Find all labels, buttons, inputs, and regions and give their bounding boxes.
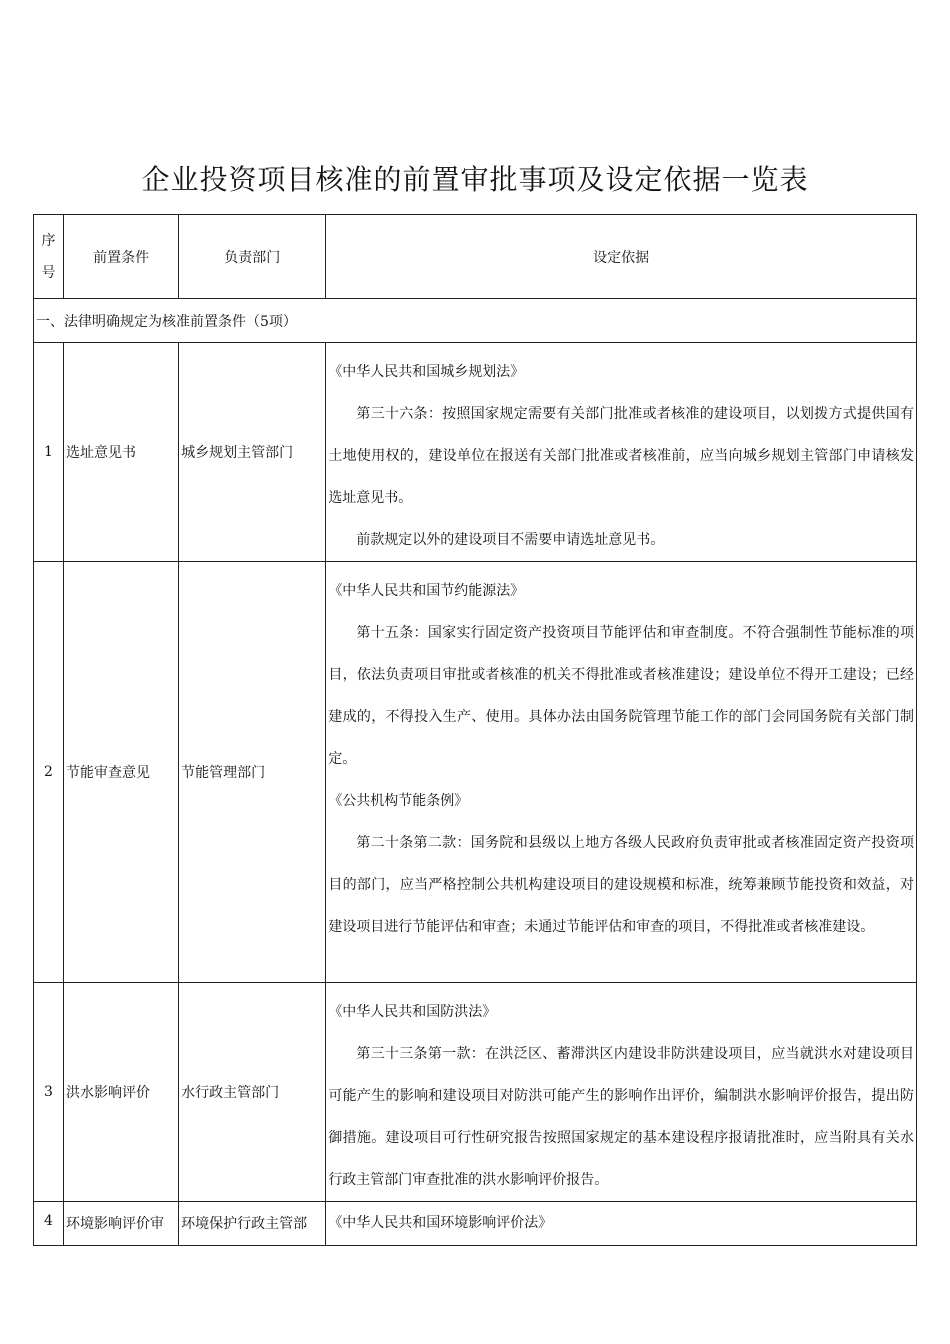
row-dept: 环境保护行政主管部 — [179, 1202, 326, 1246]
page-title: 企业投资项目核准的前置审批事项及设定依据一览表 — [141, 163, 809, 196]
row-dept: 水行政主管部门 — [179, 983, 326, 1202]
basis-article: 第二十条第二款：国务院和县级以上地方各级人民政府负责审批或者核准固定资产投资项目的部门，应当严格控制公共机构建设项目的建设规模和标准，统筹兼顾节能投资和效益，对建设项目进行节能评估和审查；未通过节能评估和审查的项目，不得批准或者核准建设。 — [328, 835, 914, 935]
row-dept: 城乡规划主管部门 — [179, 343, 326, 562]
basis-law-title: 《中华人民共和国环境影响评价法》 — [328, 1215, 553, 1231]
basis-article: 第三十六条：按照国家规定需要有关部门批准或者核准的建设项目，以划拨方式提供国有土地使用权的，建设单位在报送有关部门批准或者核准前，应当向城乡规划主管部门申请核发选址意见书。 — [328, 406, 914, 506]
header-basis: 设定依据 — [326, 215, 917, 299]
row-basis — [326, 1202, 917, 1246]
basis-law-title: 《中华人民共和国城乡规划法》 — [328, 364, 525, 380]
row-condition: 选址意见书 — [64, 343, 179, 562]
row-basis — [326, 562, 917, 983]
header-dept: 负责部门 — [179, 215, 326, 299]
table-row — [34, 562, 917, 983]
table-row — [34, 983, 917, 1202]
row-num: 1 — [34, 343, 64, 562]
basis-law-title: 《中华人民共和国节约能源法》 — [328, 583, 525, 599]
row-num: 2 — [34, 562, 64, 983]
row-num: 4 — [34, 1202, 64, 1246]
section-title: 一、法律明确规定为核准前置条件（5项） — [34, 299, 917, 343]
table-row — [34, 1202, 917, 1246]
header-condition: 前置条件 — [64, 215, 179, 299]
basis-article: 前款规定以外的建设项目不需要申请选址意见书。 — [356, 532, 665, 548]
approval-table — [33, 214, 917, 1246]
row-dept: 节能管理部门 — [179, 562, 326, 983]
row-basis — [326, 983, 917, 1202]
table-row — [34, 343, 917, 562]
basis-article: 第三十三条第一款：在洪泛区、蓄滞洪区内建设非防洪建设项目，应当就洪水对建设项目可能产生的影响和建设项目对防洪可能产生的影响作出评价，编制洪水影响评价报告，提出防御措施。建设项目可行性研究报告按照国家规定的基本建设程序报请批准时，应当附具有关水行政主管部门审查批准的洪水影响评价报告。 — [328, 1046, 914, 1188]
basis-law-title: 《公共机构节能条例》 — [328, 793, 469, 809]
header-seq: 序 号 — [34, 215, 64, 299]
row-condition: 环境影响评价审 — [64, 1202, 179, 1246]
basis-law-title: 《中华人民共和国防洪法》 — [328, 1004, 497, 1020]
row-basis — [326, 343, 917, 562]
header-row — [34, 215, 917, 299]
section-row — [34, 299, 917, 343]
row-condition: 节能审查意见 — [64, 562, 179, 983]
row-num: 3 — [34, 983, 64, 1202]
basis-article: 第十五条：国家实行固定资产投资项目节能评估和审查制度。不符合强制性节能标准的项目，依法负责项目审批或者核准的机关不得批准或者核准建设；建设单位不得开工建设；已经建成的，不得投入生产、使用。具体办法由国务院管理节能工作的部门会同国务院有关部门制定。 — [328, 625, 914, 767]
row-condition: 洪水影响评价 — [64, 983, 179, 1202]
